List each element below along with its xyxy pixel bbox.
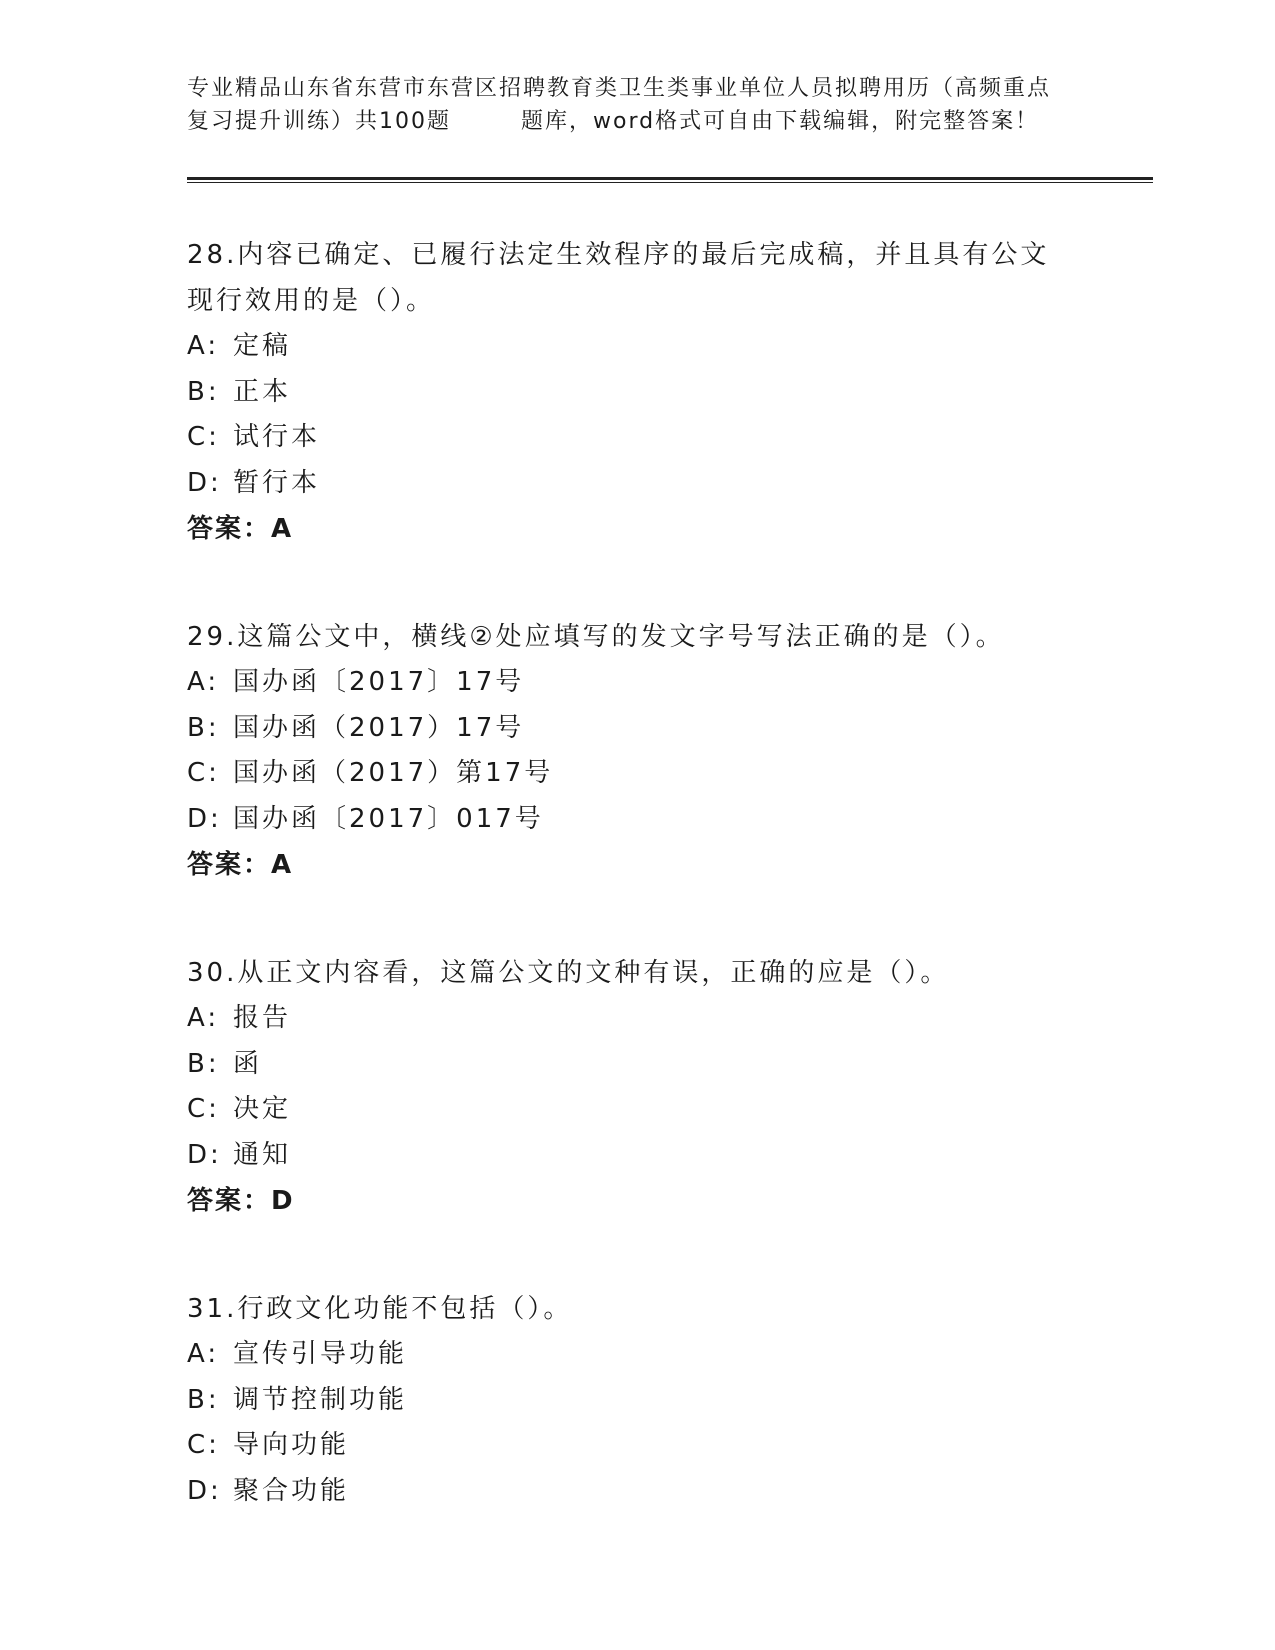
- option-text: 通知: [233, 1139, 292, 1170]
- option-b: [187, 1042, 1087, 1088]
- question-stem: 30.从正文内容看，这篇公文的文种有误，正确的应是（）。: [187, 958, 950, 988]
- option-d: [187, 797, 1087, 843]
- question-stem: 28.内容已确定、已履行法定生效程序的最后完成稿，并且具有公文现行效用的是（）。: [187, 240, 1050, 316]
- option-text: 暂行本: [233, 467, 321, 498]
- option-letter: D:: [187, 1475, 222, 1506]
- option-letter: C:: [187, 758, 220, 788]
- option-text: 国办函（2017）第17号: [233, 758, 554, 788]
- option-letter: A:: [187, 667, 220, 697]
- option-text: 国办函（2017）17号: [233, 712, 525, 743]
- option-c: [187, 415, 1087, 461]
- option-letter: B:: [187, 376, 220, 407]
- option-d: [187, 1469, 1087, 1515]
- header-divider-thin: [187, 182, 1153, 183]
- option-text: 定稿: [233, 331, 292, 361]
- option-b: [187, 706, 1087, 752]
- option-text: 决定: [233, 1094, 292, 1124]
- option-text: 报告: [233, 1003, 292, 1033]
- question-28: [187, 232, 1087, 552]
- header-title-line-2-right: 题库，word格式可自由下载编辑，附完整答案！: [521, 109, 1040, 134]
- option-c: [187, 1087, 1087, 1133]
- option-a: [187, 1332, 1087, 1378]
- option-letter: C:: [187, 422, 220, 452]
- answer-line: 答案：A: [187, 850, 294, 880]
- header-divider-thick: [187, 177, 1153, 180]
- option-text: 国办函〔2017〕17号: [233, 667, 525, 697]
- header-title-line-2: [187, 105, 1087, 138]
- option-a: [187, 324, 1087, 370]
- option-letter: B:: [187, 1048, 220, 1079]
- option-d: [187, 461, 1087, 507]
- option-letter: C:: [187, 1430, 220, 1460]
- question-list: [187, 232, 1087, 1576]
- option-b: [187, 1378, 1087, 1424]
- header-title-line-1: 专业精品山东省东营市东营区招聘教育类卫生类事业单位人员拟聘用历（高频重点: [187, 76, 1052, 101]
- option-b: [187, 370, 1087, 416]
- option-letter: A:: [187, 1003, 220, 1033]
- option-c: [187, 1423, 1087, 1469]
- option-letter: A:: [187, 1339, 220, 1369]
- question-30: [187, 950, 1087, 1224]
- option-text: 函: [233, 1048, 263, 1079]
- option-text: 导向功能: [233, 1430, 350, 1460]
- document-header: [187, 72, 1087, 138]
- option-letter: B:: [187, 712, 220, 743]
- answer-line: 答案：D: [187, 1186, 295, 1216]
- option-letter: D:: [187, 467, 222, 498]
- option-d: [187, 1133, 1087, 1179]
- option-letter: A:: [187, 331, 220, 361]
- option-text: 聚合功能: [233, 1475, 350, 1506]
- question-29: [187, 614, 1087, 888]
- option-letter: C:: [187, 1094, 220, 1124]
- option-letter: D:: [187, 803, 222, 834]
- option-letter: B:: [187, 1384, 220, 1415]
- option-letter: D:: [187, 1139, 222, 1170]
- header-title-line-2-left: 复习提升训练）共100题: [187, 109, 451, 134]
- option-a: [187, 660, 1087, 706]
- option-text: 国办函〔2017〕017号: [233, 803, 544, 834]
- option-text: 正本: [233, 376, 292, 407]
- question-stem: 29.这篇公文中，横线②处应填写的发文字号写法正确的是（）。: [187, 622, 1005, 652]
- question-stem: 31.行政文化功能不包括（）。: [187, 1294, 573, 1324]
- answer-line: 答案：A: [187, 514, 294, 544]
- option-text: 宣传引导功能: [233, 1339, 408, 1369]
- question-31: [187, 1286, 1087, 1514]
- option-text: 试行本: [233, 422, 321, 452]
- option-text: 调节控制功能: [233, 1384, 408, 1415]
- option-a: [187, 996, 1087, 1042]
- option-c: [187, 751, 1087, 797]
